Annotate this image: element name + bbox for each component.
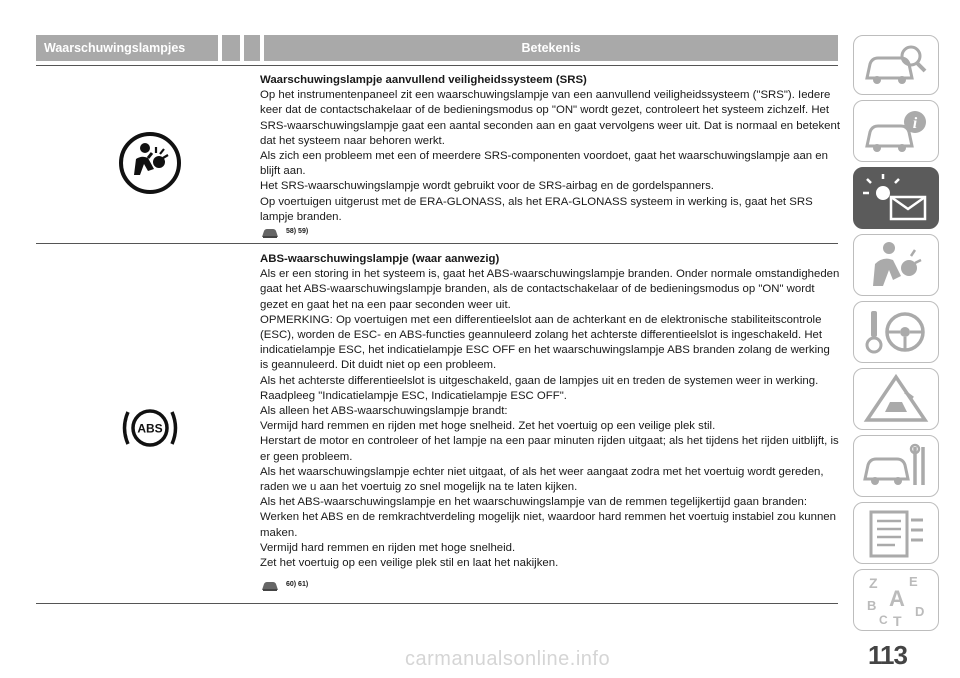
seat-airbag-icon: [861, 238, 931, 292]
abs-paragraph: Zet het voertuig op een veilige plek stil en laat het nakijken.: [260, 557, 559, 570]
car-warning-icon: [260, 224, 280, 239]
abs-paragraph: Vermijd hard remmen en rijden met hoge snelheid. Zet het voertuig op een veilige plek stil.: [260, 420, 716, 433]
abs-paragraph: OPMERKING: Op voertuigen met een differentieelslot aan de achterkant en de elektronische stabiliteitscontrole (ESC), worden de ESC- en ABS-functies geannuleerd zolang het achterste differentieelslot is ingeschakeld. Het indicatielampje ESC, het indicatielampje ESC OFF en het waarschuwingslampje ABS branden zolang de werking is geannuleerd. Dit duidt niet op een probleem.: [260, 313, 830, 372]
svg-text:A: A: [889, 586, 905, 611]
sidebar-tab-emergency[interactable]: [853, 368, 939, 430]
abs-title: ABS-waarschuwingslampje (waar aanwezig): [260, 253, 500, 265]
car-warning-icon: [260, 577, 280, 592]
svg-text:D: D: [915, 604, 925, 619]
row-divider: [36, 243, 838, 244]
srs-warning-note: [260, 224, 308, 239]
abs-text: [260, 252, 840, 571]
svg-text:T: T: [893, 613, 902, 628]
abs-warning-icon: [60, 401, 240, 455]
abs-warning-note: [260, 577, 308, 592]
svg-text:Z: Z: [869, 575, 878, 591]
abs-paragraph: Als het waarschuwingslampje echter niet uitgaat, of als het weer aangaat zodra met het voertuig wordt gereden, raden we u aan het voertuig zo snel mogelijk na te laten kijken.: [260, 465, 824, 494]
header-spacer: [222, 35, 240, 61]
abs-paragraph: Werken het ABS en de remkrachtverdeling mogelijk niet, waardoor hard remmen het voertuig instabiel zou kunnen maken.: [260, 511, 836, 539]
abs-paragraph: Vermijd hard remmen en rijden met hoge snelheid.: [260, 541, 516, 554]
abs-paragraph: Herstart de motor en controleer of het lampje na een paar minuten rijden uitgaat; als het tijdens het rijden uitblijft, is er geen probleem.: [260, 435, 839, 463]
header-lamps: [36, 35, 218, 61]
abs-note-ref: 60) 61): [286, 581, 309, 588]
watermark: carmanualsonline.info: [405, 648, 611, 670]
abs-paragraph: Als alleen het ABS-waarschuwingslampje brandt:: [260, 405, 508, 418]
sidebar-tab-knowing-dashboard[interactable]: [853, 100, 939, 162]
svg-text:i: i: [912, 115, 918, 132]
sidebar-tab-technical-data[interactable]: [853, 502, 939, 564]
header-lamps-label: Waarschuwingslampjes: [44, 41, 186, 55]
srs-title: Waarschuwingslampje aanvullend veiligheidssysteem (SRS): [260, 74, 587, 86]
emergency-triangle-icon: [861, 372, 931, 426]
page-number: 113: [868, 640, 907, 670]
header-meaning-label: Betekenis: [521, 41, 581, 55]
sidebar-tab-safety[interactable]: [853, 234, 939, 296]
sidebar-tab-getting-to-know[interactable]: [853, 35, 939, 95]
abs-paragraph: Als er een storing in het systeem is, gaat het ABS-waarschuwingslampje branden. Onder normale omstandigheden gaat het ABS-waarschuwingslampje branden, als de contactschakelaar of de bedieningsmodus op "ON" wordt gezet en gaat het na een paar seconden weer uit.: [260, 268, 840, 311]
row-divider: [36, 65, 838, 66]
warning-light-message-icon: [859, 171, 933, 225]
svg-text:C: C: [879, 613, 888, 627]
sidebar-tab-warning-lights[interactable]: [853, 167, 939, 229]
alphabetical-index-icon: [861, 572, 931, 628]
airbag-warning-icon: [60, 131, 240, 195]
abs-paragraph: Als het ABS-waarschuwingslampje en het waarschuwingslampje van de remmen tegelijkertijd gaan branden:: [260, 496, 808, 509]
car-info-icon: [861, 106, 931, 156]
car-search-icon: [861, 40, 931, 90]
sidebar-tab-starting-driving[interactable]: [853, 301, 939, 363]
steering-wheel-key-icon: [861, 305, 931, 359]
header-meaning: [264, 35, 838, 61]
abs-paragraph: Als het achterste differentieelslot is uitgeschakeld, gaan de lampjes uit en treden de systemen weer in werking. Raadpleeg "Indicatielampje ESC, Indicatielampje ESC OFF".: [260, 374, 819, 402]
abs-icon-label: ABS: [137, 421, 163, 436]
svg-text:B: B: [867, 598, 877, 613]
row-divider: [36, 603, 838, 604]
sidebar-tab-index[interactable]: [853, 569, 939, 631]
srs-text: [260, 73, 840, 225]
srs-paragraph: Als zich een probleem met een of meerdere SRS-componenten voordoet, gaat het waarschuwingslampje aan en blijft aan.: [260, 150, 828, 178]
technical-data-list-icon: [861, 506, 931, 560]
car-service-tools-icon: [861, 439, 931, 493]
srs-note-ref: 58) 59): [286, 228, 309, 235]
sidebar-tab-servicing[interactable]: [853, 435, 939, 497]
header-spacer: [244, 35, 260, 61]
srs-paragraph: Op voertuigen uitgerust met de ERA-GLONASS, als het ERA-GLONASS systeem in werking is, gaat het SRS lampje branden.: [260, 195, 813, 223]
srs-paragraph: Het SRS-waarschuwingslampje wordt gebruikt voor de SRS-airbag en de gordelspanners.: [260, 180, 714, 193]
svg-text:E: E: [909, 574, 918, 589]
srs-paragraph: Op het instrumentenpaneel zit een waarschuwingslampje van een aanvullend veiligheidssysteem ("SRS"). Iedere keer dat de contactschakelaar of de bedieningsmodus op "ON" wordt gezet, controleert het systeem zichzelf. Het SRS-waarschuwingslampje gaat een aantal seconden aan en gaat vervolgens weer uit. Dat is normaal en betekent dat het systeem naar behoren werkt.: [260, 89, 841, 147]
